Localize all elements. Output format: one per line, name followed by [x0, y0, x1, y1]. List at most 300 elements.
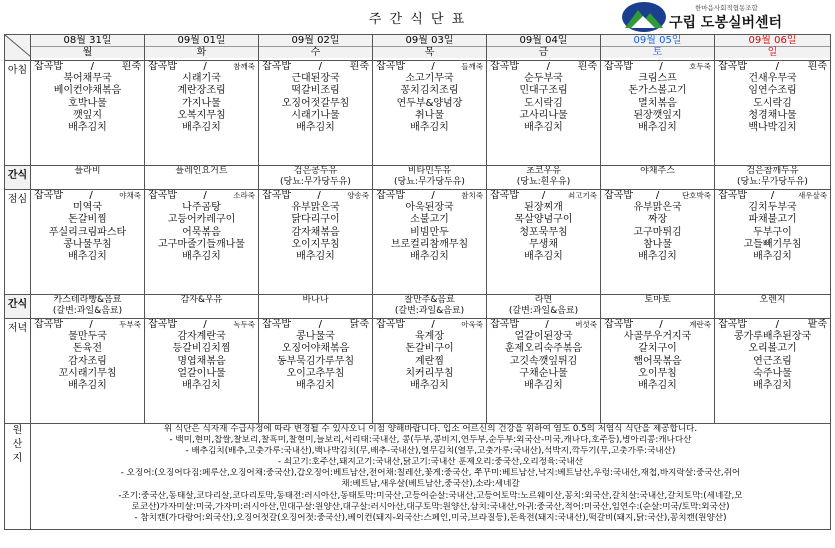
menu-item: 아욱된장국 — [405, 202, 454, 214]
lunch-label: 점심 — [5, 190, 31, 295]
menu-item: 배추김치 — [410, 251, 449, 263]
menu-item: 오징어야채볶음 — [281, 343, 350, 355]
porridge-label: 참깨죽 — [233, 62, 255, 71]
menu-item: 동부묵김가루무침 — [276, 355, 355, 367]
menu-item: 배추김치 — [182, 251, 221, 263]
snack-cell — [259, 166, 373, 190]
menu-item: 돈갈비찜 — [68, 214, 107, 226]
menu-item: 배추김치 — [638, 122, 677, 134]
porridge-label: 들깨죽 — [461, 62, 483, 71]
menu-item: 된장찌개 — [524, 202, 563, 214]
origin-note-line: - 쇠고기:호주산,돼지고기:국내산,닭고기:국내산 훈제오리:중국산,오리정육:국내산 — [277, 457, 584, 468]
rice-porridge-line — [259, 319, 372, 331]
menu-item: 숙주나물 — [753, 367, 792, 379]
lunch-cell — [31, 190, 145, 295]
menu-item: 청포묵무침 — [519, 226, 568, 238]
menu-item: 고구마줄기들깨나물 — [158, 238, 245, 250]
menu-item: 어묵볶음 — [182, 226, 221, 238]
menu-item: 계란장조림 — [177, 85, 226, 97]
dinner-cell — [601, 319, 715, 424]
porridge-label: 참치죽 — [461, 191, 483, 200]
slash-divider: / — [89, 319, 93, 330]
menu-item: 소고기무국 — [405, 73, 454, 85]
day-header — [145, 35, 259, 61]
mountain-logo-icon — [621, 1, 667, 33]
porridge-label: 녹두죽 — [233, 320, 255, 329]
rice-porridge-line — [601, 319, 714, 331]
breakfast-cell — [259, 61, 373, 166]
menu-item: 감자채볶음 — [291, 226, 340, 238]
porridge-label: 계란죽 — [689, 320, 711, 329]
menu-item: 취나물 — [415, 109, 444, 121]
menu-item: 시래기국 — [182, 73, 221, 85]
snack-cell — [259, 295, 373, 319]
day-of-week: 토 — [601, 47, 714, 58]
porridge-label: 흰죽 — [807, 61, 827, 72]
menu-item: 순두부국 — [524, 73, 563, 85]
header — [0, 0, 835, 34]
rice-label: 잡곡밥 — [718, 190, 747, 201]
snack-item: 초코우유 — [526, 166, 561, 176]
day-of-week: 금 — [487, 47, 600, 58]
menu-item: 고구마튀김 — [633, 226, 682, 238]
menu-item: 배추김치 — [410, 380, 449, 392]
rice-label: 잡곡밥 — [604, 319, 633, 330]
corner-cell — [5, 35, 31, 61]
day-of-week: 일 — [715, 47, 830, 58]
porridge-label: 흰죽 — [349, 61, 369, 72]
rice-label: 잡곡밥 — [376, 61, 405, 72]
day-header — [31, 35, 145, 61]
menu-item: 오이고추무침 — [286, 367, 345, 379]
menu-item: 구채순나물 — [519, 367, 568, 379]
menu-item: 배추김치 — [296, 251, 335, 263]
day-header — [373, 35, 487, 61]
weekly-menu-table — [4, 34, 831, 530]
snack-cell — [373, 166, 487, 190]
breakfast-cell — [487, 61, 601, 166]
menu-item: 가지나물 — [182, 97, 221, 109]
porridge-label: 쇠고기죽 — [568, 191, 597, 200]
menu-item: 배추김치 — [68, 122, 107, 134]
breakfast-cell — [145, 61, 259, 166]
origin-label-char: 지 — [12, 453, 23, 464]
rice-porridge-line — [373, 61, 486, 73]
rice-porridge-line — [145, 61, 258, 73]
rice-porridge-line — [31, 190, 144, 202]
rice-label: 잡곡밥 — [604, 190, 633, 201]
snack-cell — [487, 166, 601, 190]
dinner-cell — [715, 319, 831, 424]
day-date: 08월 31일 — [31, 35, 144, 47]
menu-item: 배추김치 — [524, 122, 563, 134]
porridge-label: 새우살죽 — [798, 191, 827, 200]
dinner-cell — [373, 319, 487, 424]
snack-cell — [715, 295, 831, 319]
rice-label: 잡곡밥 — [604, 61, 633, 72]
snack-item: 라면 — [534, 295, 553, 305]
menu-item: 백나박김치 — [748, 122, 797, 134]
rice-porridge-line — [145, 190, 258, 202]
snack-item: 플레인요거트 — [175, 166, 228, 176]
rice-porridge-line — [487, 319, 600, 331]
day-date: 09월 03일 — [373, 35, 486, 47]
snack-item: (당뇨:흰우유) — [516, 177, 571, 187]
lunch-cell — [487, 190, 601, 295]
slash-divider: / — [203, 319, 207, 330]
rice-label: 잡곡밥 — [718, 61, 747, 72]
rice-porridge-line — [715, 319, 830, 331]
menu-item: 호박나물 — [68, 97, 107, 109]
snack-item: 바나나 — [302, 295, 329, 305]
menu-item: 배추김치 — [638, 251, 677, 263]
snack-item: 오렌지 — [759, 295, 786, 305]
rice-label: 잡곡밥 — [148, 61, 177, 72]
porridge-label: 양송죽 — [347, 191, 369, 200]
diagonal-line-icon — [5, 35, 31, 57]
rice-porridge-line — [715, 61, 830, 73]
menu-item: 등갈비김치찜 — [172, 343, 231, 355]
menu-item: 근대된장국 — [291, 73, 340, 85]
lunch-cell — [259, 190, 373, 295]
slash-divider: / — [317, 190, 321, 201]
menu-item: 시래기나물 — [291, 109, 340, 121]
origin-note-line: - 백미,현미,찹쌀,찰보리,찰흑미,찰현미,늘보리,서리태:국내산, 콩(두부,콩비지,연두부,순두부:외국산-미국,캐나다,호주등),병아리콩:캐나다산 — [169, 435, 692, 446]
snack-item: (당뇨:무가당두유) — [280, 177, 351, 187]
rice-porridge-line — [31, 61, 144, 73]
breakfast-row — [5, 61, 831, 166]
menu-item: 콩나물국 — [296, 331, 335, 343]
dinner-cell — [487, 319, 601, 424]
lunch-row — [5, 190, 831, 295]
menu-item: 두부구이 — [753, 226, 792, 238]
day-date: 09월 02일 — [259, 35, 372, 47]
rice-label: 잡곡밥 — [718, 319, 747, 330]
slash-divider: / — [431, 319, 435, 330]
menu-item: 배추김치 — [524, 251, 563, 263]
menu-item: 떡갈비조림 — [291, 85, 340, 97]
dinner-label: 저녁 — [5, 319, 31, 424]
porridge-label: 아욱죽 — [461, 320, 483, 329]
snack-cell — [31, 166, 145, 190]
menu-item: 도시락김 — [753, 97, 792, 109]
rice-porridge-line — [259, 61, 372, 73]
menu-item: 콩가루배추된장국 — [733, 331, 812, 343]
snack-cell — [373, 295, 487, 319]
morning-snack-row — [5, 166, 831, 190]
menu-item: 배추김치 — [524, 380, 563, 392]
origin-label-char: 원 — [12, 425, 23, 436]
menu-item: 치커리무침 — [405, 367, 454, 379]
menu-item: 돈육전 — [73, 343, 102, 355]
menu-item: 무생채 — [529, 238, 558, 250]
menu-item: 콩나물무침 — [63, 238, 112, 250]
origin-note-line: -조기:중국산,동태살,코다리살,코다리토막,동태전:러시아산,동태토막:미국산,고등어순살:국내산,고등어토막:노르웨이산,꽁치:외국산,갈치살:국내산,갈치토막:(세네갈,모 — [118, 490, 743, 501]
menu-item: 고들빼기무침 — [743, 238, 802, 250]
menu-item: 배추김치 — [296, 122, 335, 134]
menu-item: 감자조림 — [68, 355, 107, 367]
slash-divider: / — [659, 61, 663, 72]
menu-item: 연두부&양념장 — [396, 97, 463, 109]
menu-item: 오복지무침 — [177, 109, 226, 121]
porridge-label: 팥죽 — [807, 319, 827, 330]
snack-cell — [601, 295, 715, 319]
center-name: 구립 도봉실버센터 — [669, 15, 783, 31]
rice-label: 잡곡밥 — [262, 190, 291, 201]
snack-item: (갈변:과일&음료) — [394, 306, 465, 316]
rice-porridge-line — [31, 319, 144, 331]
lunch-cell — [715, 190, 831, 295]
porridge-label: 닭죽 — [349, 319, 369, 330]
breakfast-cell — [31, 61, 145, 166]
dinner-cell — [31, 319, 145, 424]
origin-note-line: - 참치캔(가다랑어:외국산),오징어젓갈(오징어젓:중국산),베이컨(돼지-외국산:스페인,미국,브라질등),돈육전(돼지:국내산),떡갈비(돼지,닭:국산),꽁치캔(원양산) — [134, 512, 727, 523]
snack-item: (당뇨:무가당두유) — [394, 177, 465, 187]
day-of-week: 화 — [145, 47, 258, 58]
slash-divider: / — [90, 61, 95, 72]
snack-item: 카스테라빵&음료 — [53, 295, 122, 305]
menu-item: 배추김치 — [182, 380, 221, 392]
dinner-row — [5, 319, 831, 424]
dinner-cell — [145, 319, 259, 424]
slash-divider: / — [775, 319, 780, 330]
menu-item: 명엽채볶음 — [177, 355, 226, 367]
day-of-week: 목 — [373, 47, 486, 58]
rice-porridge-line — [373, 190, 486, 202]
menu-item: 꼬시래기무침 — [58, 367, 117, 379]
menu-item: 건새우무국 — [748, 73, 797, 85]
menu-item: 유부맑은국 — [633, 202, 682, 214]
day-of-week: 월 — [31, 47, 144, 58]
menu-item: 목살양념구이 — [514, 214, 573, 226]
menu-item: 닭다리구이 — [291, 214, 340, 226]
rice-label: 잡곡밥 — [376, 190, 405, 201]
menu-item: 배추김치 — [753, 380, 792, 392]
rice-label: 잡곡밥 — [34, 190, 63, 201]
slash-divider: / — [541, 190, 546, 201]
menu-item: 계란찜 — [415, 355, 444, 367]
day-of-week: 수 — [259, 47, 372, 58]
porridge-label: 단호박죽 — [682, 191, 711, 200]
slash-divider: / — [203, 61, 207, 72]
day-header — [259, 35, 373, 61]
menu-item: 푸실리크림파스타 — [48, 226, 127, 238]
menu-item: 된장깻잎지 — [633, 109, 682, 121]
menu-item: 배추김치 — [638, 380, 677, 392]
menu-item: 꽁치김치조림 — [400, 85, 459, 97]
lunch-cell — [601, 190, 715, 295]
day-header — [487, 35, 601, 61]
menu-item: 배추김치 — [68, 251, 107, 263]
rice-label: 잡곡밥 — [34, 319, 63, 330]
menu-item: 고깃속깻잎튀김 — [509, 355, 578, 367]
menu-item: 배추김치 — [182, 122, 221, 134]
origin-notes — [31, 424, 831, 530]
slash-divider: / — [655, 190, 660, 201]
menu-item: 오징어젓갈무침 — [281, 97, 350, 109]
lunch-cell — [373, 190, 487, 295]
day-header — [601, 35, 715, 61]
menu-item: 민대구조림 — [519, 85, 568, 97]
snack-item: 비타민두유 — [407, 166, 452, 176]
breakfast-cell — [601, 61, 715, 166]
menu-item: 고사리나물 — [519, 109, 568, 121]
rice-label: 잡곡밥 — [262, 319, 291, 330]
menu-item: 도시락김 — [524, 97, 563, 109]
menu-item: 미역국 — [73, 202, 102, 214]
snack-item: (당뇨:무가당두유) — [737, 177, 808, 187]
snack-cell — [31, 295, 145, 319]
menu-item: 멸치볶음 — [638, 97, 677, 109]
menu-item: 베이컨야채볶음 — [53, 85, 122, 97]
snack-cell — [487, 295, 601, 319]
snack-cell — [145, 166, 259, 190]
menu-item: 배추김치 — [410, 122, 449, 134]
slash-divider: / — [318, 319, 323, 330]
menu-item: 유부맑은국 — [291, 202, 340, 214]
menu-item: 감자계란국 — [177, 331, 226, 343]
day-date: 09월 04일 — [487, 35, 600, 47]
lunch-cell — [145, 190, 259, 295]
origin-label — [5, 424, 31, 530]
slash-divider: / — [318, 61, 323, 72]
rice-porridge-line — [145, 319, 258, 331]
day-header — [715, 35, 831, 61]
rice-porridge-line — [601, 61, 714, 73]
menu-item: 김치두부국 — [748, 202, 797, 214]
dinner-cell — [259, 319, 373, 424]
slash-divider: / — [546, 61, 551, 72]
rice-porridge-line — [373, 319, 486, 331]
page-title: 주 간 식 단 표 — [368, 12, 467, 27]
menu-item: 연근조림 — [753, 355, 792, 367]
breakfast-cell — [715, 61, 831, 166]
snack-cell — [145, 295, 259, 319]
porridge-label: 흰죽 — [121, 61, 141, 72]
origin-row — [5, 424, 831, 530]
porridge-label: 야채죽 — [119, 191, 141, 200]
rice-label: 잡곡밥 — [376, 319, 405, 330]
menu-item: 물만두국 — [68, 331, 107, 343]
slash-divider: / — [659, 319, 663, 330]
menu-item: 얼갈이된장국 — [514, 331, 573, 343]
porridge-label: 소라죽 — [233, 191, 255, 200]
snack-cell — [601, 166, 715, 190]
menu-item: 배추김치 — [753, 251, 792, 263]
rice-label: 잡곡밥 — [148, 319, 177, 330]
porridge-label: 흰죽 — [577, 61, 597, 72]
slash-divider: / — [431, 190, 435, 201]
menu-item: 북어채무국 — [63, 73, 112, 85]
menu-item: 얼갈이나물 — [177, 367, 226, 379]
snack-item: 검은참깨두유 — [746, 166, 799, 176]
snack-item: 찰만주&음료 — [404, 295, 455, 305]
rice-label: 잡곡밥 — [262, 61, 291, 72]
rice-label: 잡곡밥 — [490, 190, 519, 201]
breakfast-label: 아침 — [5, 61, 31, 166]
menu-item: 임연수조림 — [748, 85, 797, 97]
day-date: 09월 05일 — [601, 35, 714, 47]
snack-cell — [715, 166, 831, 190]
origin-note-line: 채:베트남,새우살(베트남산,중국산),소라:세네갈 — [341, 479, 520, 490]
slash-divider: / — [770, 190, 775, 201]
snack-item: 토마토 — [644, 295, 671, 305]
menu-item: 짜장 — [647, 214, 668, 226]
rice-porridge-line — [487, 61, 600, 73]
menu-item: 소불고기 — [410, 214, 449, 226]
menu-item: 돈가스볼고기 — [628, 85, 687, 97]
snack-label: 간식 — [5, 166, 31, 190]
org-name: 한마음사회적협동조합 — [695, 4, 758, 12]
rice-porridge-line — [715, 190, 830, 202]
porridge-label: 두부죽 — [119, 320, 141, 329]
origin-note-line: 위 식단은 식자재 수급사정에 따라 변경될 수 있사오니 이점 양해바랍니다. 입소 어르신의 건강을 위하여 염도 0.5의 저염식 식단을 제공합니다. — [163, 424, 698, 434]
slash-divider: / — [89, 190, 93, 201]
origin-label-char: 산 — [12, 439, 23, 450]
slash-divider: / — [431, 61, 435, 72]
porridge-label: 호두죽 — [689, 62, 711, 71]
menu-item: 나주곰탕 — [182, 202, 221, 214]
origin-note-line: 로코산)가자미살:미국,가자미:러시아산,민대구살:원양산,대구살:러시아산,대구토막:원양산,삼치:국내산,아귀:중국산,적어:미국산,임연수:(순살:미국/토막:외국산) — [131, 501, 730, 512]
menu-item: 비빔만두 — [410, 226, 449, 238]
rice-label: 잡곡밥 — [490, 319, 519, 330]
day-date: 09월 06일 — [715, 35, 830, 47]
slash-divider: / — [775, 61, 780, 72]
snack-item: (갈변:과일&음료) — [52, 306, 123, 316]
slash-divider: / — [203, 190, 207, 201]
menu-item: 청경채나물 — [748, 109, 797, 121]
menu-item: 참나물 — [643, 238, 672, 250]
menu-item: 햄어묵볶음 — [633, 355, 682, 367]
slash-divider: / — [545, 319, 549, 330]
breakfast-cell — [373, 61, 487, 166]
menu-item: 훈제오리숙주볶음 — [504, 343, 583, 355]
menu-item: 갈치구이 — [638, 343, 677, 355]
day-date: 09월 01일 — [145, 35, 258, 47]
menu-item: 오이지무침 — [291, 238, 340, 250]
menu-item: 오이무침 — [638, 367, 677, 379]
porridge-label: 버섯죽 — [575, 320, 597, 329]
rice-porridge-line — [487, 190, 600, 202]
menu-item: 고등어카레구이 — [167, 214, 236, 226]
snack-item: 감자&우유 — [180, 295, 223, 305]
date-header-row — [5, 35, 831, 61]
rice-porridge-line — [601, 190, 714, 202]
origin-note-line: - 배추김치(배추,고춧가루:국내산),백나박김치(무,배추-국내산),열무김치(열무,고춧가루:국내산),석박지,깍두기(무,고춧가루:국내산) — [185, 446, 676, 457]
snack-item: (갈변:과일&음료) — [508, 306, 579, 316]
menu-item: 깻잎지 — [73, 109, 102, 121]
menu-item: 배추김치 — [296, 380, 335, 392]
rice-porridge-line — [259, 190, 372, 202]
origin-note-line: - 오징어:(오징어다짐:페루산,오징어채:중국산),갑오징어:베트남산,전어채:칠레산,꽃게:중국산, 쭈꾸미:베트남산,낙지:베트남산,우렁:국내산,재첩,바지락살:중국산,쥐어 — [120, 468, 741, 479]
afternoon-snack-row — [5, 295, 831, 319]
snack-item: 검은콩두유 — [293, 166, 338, 176]
menu-item: 파채불고기 — [748, 214, 797, 226]
snack-item: 플라비 — [74, 166, 101, 176]
menu-item: 크림스프 — [638, 73, 677, 85]
menu-item: 육계장 — [415, 331, 444, 343]
rice-label: 잡곡밥 — [148, 190, 177, 201]
rice-label: 잡곡밥 — [490, 61, 519, 72]
rice-label: 잡곡밥 — [34, 61, 63, 72]
menu-item: 돈갈비구이 — [405, 343, 454, 355]
menu-item: 배추김치 — [68, 380, 107, 392]
menu-item: 브로컬리참깨무침 — [390, 238, 469, 250]
menu-item: 사골무우거지국 — [623, 331, 692, 343]
logo — [621, 0, 829, 34]
snack-item: 야채주스 — [640, 166, 675, 176]
snack-label: 간식 — [5, 295, 31, 319]
